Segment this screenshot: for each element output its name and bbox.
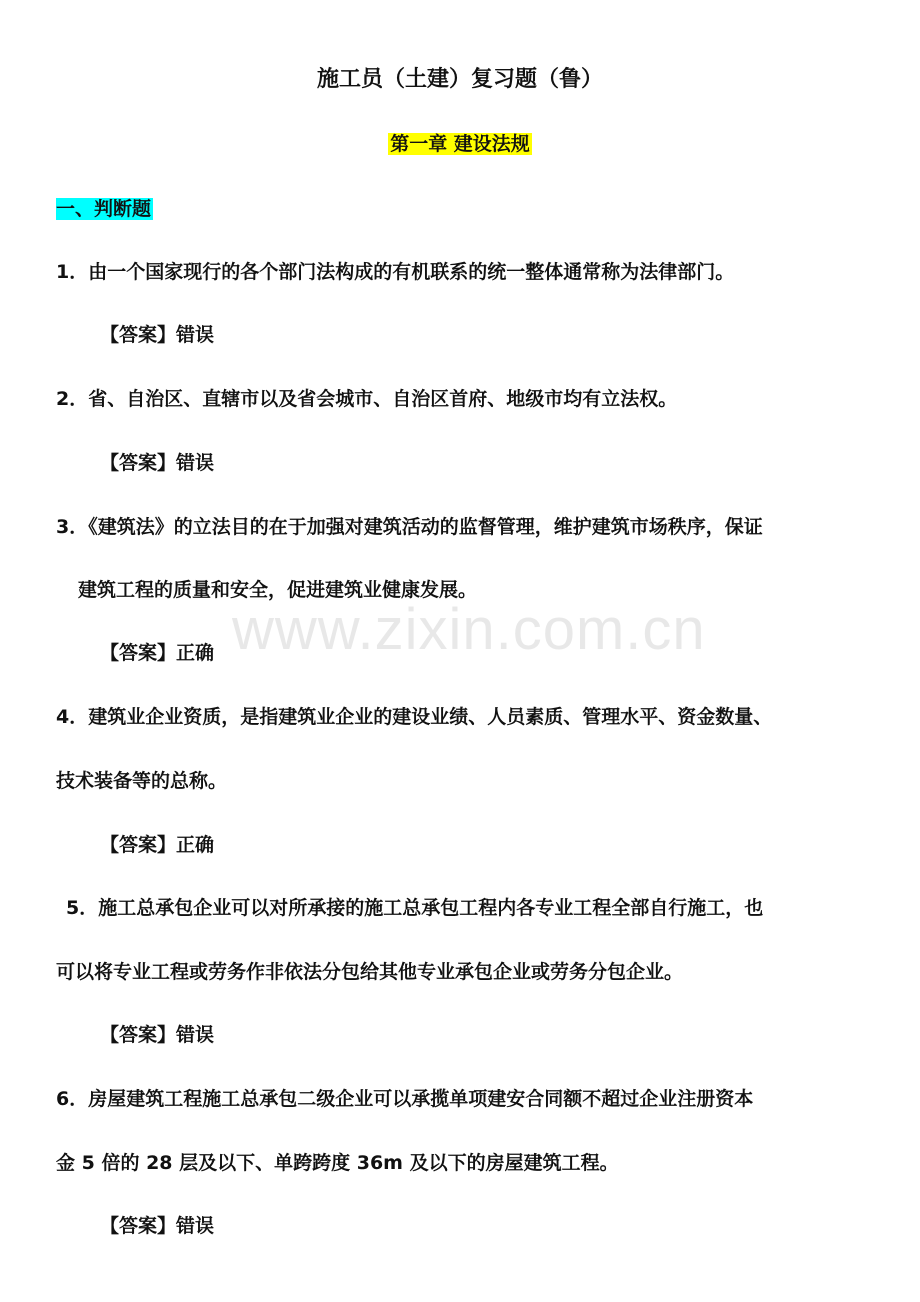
question-3-text-2: 建筑工程的质量和安全，促进建筑业健康发展。 [78, 579, 478, 601]
question-3-line-1 [56, 510, 763, 544]
chapter-heading-text: 第一章 建设法规 [390, 133, 530, 155]
question-4-answer: 【答案】正确 [100, 834, 215, 856]
question-2-answer: 【答案】错误 [100, 452, 215, 474]
section-heading-text: 一、判断题 [56, 198, 152, 220]
question-4-text-2: 技术装备等的总称。 [56, 770, 228, 792]
question-1-answer: 【答案】错误 [100, 324, 215, 346]
question-6-text-2: 金 5 倍的 28 层及以下、单跨跨度 36m 及以下的房屋建筑工程。 [56, 1152, 619, 1174]
question-4-text-1: 建筑业企业资质，是指建筑业企业的建设业绩、人员素质、管理水平、资金数量、 [88, 706, 773, 728]
section-heading [56, 192, 153, 226]
question-5-answer: 【答案】错误 [100, 1024, 215, 1046]
question-2-text: 省、自治区、直辖市以及省会城市、自治区首府、地级市均有立法权。 [88, 388, 678, 410]
question-3-answer: 【答案】正确 [100, 642, 215, 664]
question-4-number: 4． [56, 706, 89, 728]
question-1-line-1 [56, 255, 734, 289]
question-5-text-2: 可以将专业工程或劳务作非依法分包给其他专业承包企业或劳务分包企业。 [56, 961, 684, 983]
question-1-text: 由一个国家现行的各个部门法构成的有机联系的统一整体通常称为法律部门。 [88, 261, 735, 283]
chapter-heading [0, 126, 920, 162]
question-6-answer: 【答案】错误 [100, 1215, 215, 1237]
question-3-number: 3． [56, 516, 89, 538]
watermark: www.zixin.com.cn [232, 597, 706, 662]
question-5-number: 5． [66, 897, 99, 919]
document-title: 施工员（土建）复习题（鲁） [316, 67, 603, 92]
question-5-text-1: 施工总承包企业可以对所承接的施工总承包工程内各专业工程全部自行施工，也 [98, 897, 764, 919]
question-6-text-1: 房屋建筑工程施工总承包二级企业可以承揽单项建安合同额不超过企业注册资本 [88, 1088, 754, 1110]
question-5-line-1 [66, 891, 763, 925]
question-6-line-1 [56, 1082, 753, 1116]
question-2-number: 2． [56, 388, 89, 410]
question-2-line-1 [56, 382, 677, 416]
question-4-line-1 [56, 700, 772, 734]
question-6-number: 6． [56, 1088, 89, 1110]
question-1-number: 1． [56, 261, 89, 283]
question-3-text-1: 《建筑法》的立法目的在于加强对建筑活动的监督管理，维护建筑市场秩序，保证 [88, 516, 763, 538]
